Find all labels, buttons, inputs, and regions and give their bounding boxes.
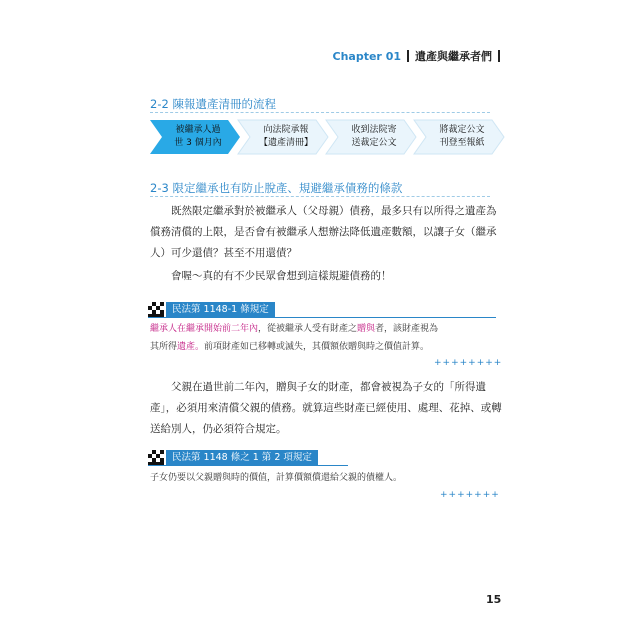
header-separator-end	[498, 50, 500, 62]
chapter-label: Chapter 01	[332, 49, 401, 63]
law-heading-1	[148, 302, 275, 318]
page-number: 15	[486, 593, 502, 606]
plus-decoration-2: +++++++	[440, 490, 500, 500]
law-text-1	[150, 320, 498, 356]
checker-square-icon	[148, 302, 164, 318]
law-label-2: 民法第 1148 條之 1 第 2 項規定	[166, 450, 318, 466]
flow-step-3: 收到法院寄 送裁定公文	[351, 125, 397, 148]
paragraph-2: 會喔～真的有不少民眾會想到這樣規避債務的！	[171, 270, 392, 282]
running-header	[333, 48, 500, 64]
checker-square-icon	[148, 450, 164, 466]
chapter-title: 遺產與繼承者們	[415, 50, 492, 63]
flow-step-4: 將裁定公文 刊登至報紙	[439, 125, 485, 148]
flow-step-1: 被繼承人過 世 3 個月內	[174, 125, 222, 148]
law-text-2-line: 子女仍要以父親贈與時的價值，計算價額償還給父親的債權人。	[150, 473, 403, 483]
header-separator	[407, 50, 409, 62]
law-text-2	[150, 469, 498, 487]
section-title-2-3: 2-3 限定繼承也有防止脫產、規避繼承債務的條款	[150, 181, 403, 195]
law-underline-1	[148, 317, 496, 318]
flow-step-2: 向法院承報 【遺產清冊】	[258, 125, 313, 148]
law-label-1: 民法第 1148-1 條規定	[166, 302, 275, 318]
paragraph-1: 既然限定繼承對於被繼承人（父母親）債務，最多只有以所得之遺產為償務清償的上限，是否會有被繼承人想辦法降低遺產數額，以讓子女（繼承人）可少還債？甚至不用還債？	[150, 205, 497, 259]
law-underline-2	[148, 465, 348, 466]
section-title-2-2: 2-2 陳報遺產清冊的流程	[150, 97, 276, 111]
section-rule-2	[150, 196, 490, 198]
section-rule	[150, 112, 490, 114]
paragraph-3: 父親在過世前二年內，贈與子女的財產，都會被視為子女的「所得遺產」，必須用來清償父親的債務。就算這些財產已經使用、處理、花掉、或轉送給別人，仍必須符合規定。	[150, 381, 502, 435]
law-heading-2	[148, 450, 318, 466]
process-flow	[150, 118, 506, 156]
law-text-1-line-1: 繼承人在繼承開始前二年內，從被繼承人受有財產之贈與者，該財產視為	[150, 324, 439, 334]
plus-decoration-1: ++++++++	[434, 358, 503, 368]
law-text-1-line-2: 其所得遺產。前項財產如已移轉或滅失，其價額依贈與時之價值計算。	[150, 342, 430, 352]
